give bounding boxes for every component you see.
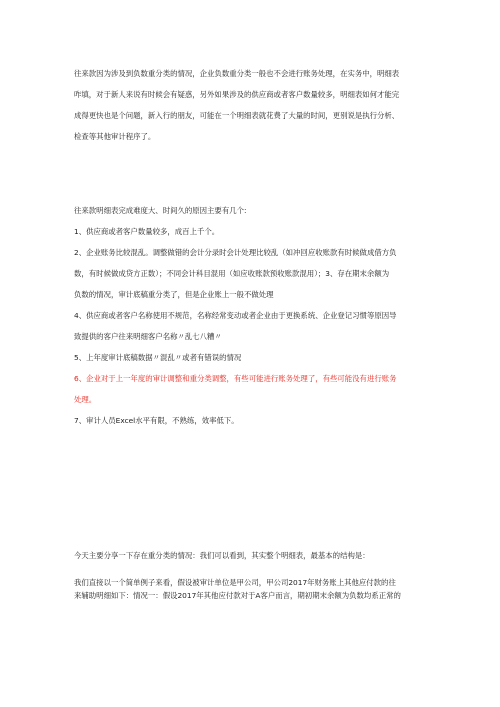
reason-line: 往来款明细表完成难度大、时间久的原因主要有几个: bbox=[74, 206, 247, 215]
reason-line: 数，有时候做成贷方正数）；不同会计科目混用（如应收账款预收账款混用）；3、存在期末余额为 bbox=[74, 269, 390, 278]
reason-line: 6、企业对于上一年度的审计调整和重分类调整，有些可能进行账务处理了，有些可能没有进行账务 bbox=[74, 374, 397, 383]
reason-line: 致提供的客户往来明细客户名称〃乱七八糟〃 bbox=[74, 332, 222, 341]
reason-line: 7、审计人员Excel水平有限，不熟练，效率低下。 bbox=[74, 416, 239, 425]
example-line: 我们直接以一个简单例子来看，假设被审计单位是甲公司，甲公司2017年财务账上其他应付款的往 bbox=[74, 578, 396, 587]
intro-line: 成得更快也是个问题，新入行的朋友，可能在一个明细表就花费了大量的时间，更别说是执行分析、 bbox=[74, 111, 400, 120]
example-line: 来辅助明细如下：情况一：假设2017年其他应付款对于A客户而言，期初期末余额为负数均系正常的 bbox=[74, 591, 401, 600]
intro-line: 往来款因为涉及到负数重分类的情况，企业负数重分类一般也不会进行账务处理，在实务中，明细表 bbox=[74, 69, 400, 78]
intro-line: 咋填，对于新人来说有时候会有疑惑，另外如果涉及的供应商或者客户数量较多，明细表如何才能完 bbox=[74, 90, 400, 99]
reason-line: 4、供应商或者客户名称使用不规范，名称经常变动或者企业由于更换系统、企业登记习惯等原因导 bbox=[74, 311, 397, 320]
intro-paragraph bbox=[74, 63, 430, 147]
reasons-list bbox=[74, 200, 430, 431]
share-line: 今天主要分享一下存在重分类的情况：我们可以看到，其实整个明细表，最基本的结构是： bbox=[74, 551, 370, 560]
reason-line: 负数的情况，审计底稿重分类了，但是企业账上一般不做处理 bbox=[74, 290, 274, 299]
reason-line: 2、企业账务比较混乱。调整做错的会计分录时会计处理比较乱（如冲回应收账款有时候做成借方负 bbox=[74, 248, 397, 257]
reason-line: 处理。 bbox=[74, 395, 97, 404]
share-paragraph bbox=[74, 545, 430, 566]
intro-line: 检查等其他审计程序了。 bbox=[74, 132, 156, 141]
reason-line: 5、上年度审计底稿数据〃混乱〃或者有错误的情况 bbox=[74, 353, 242, 362]
example-paragraph bbox=[74, 576, 430, 602]
reason-line: 1、供应商或者客户数量较多，成百上千个。 bbox=[74, 227, 220, 236]
